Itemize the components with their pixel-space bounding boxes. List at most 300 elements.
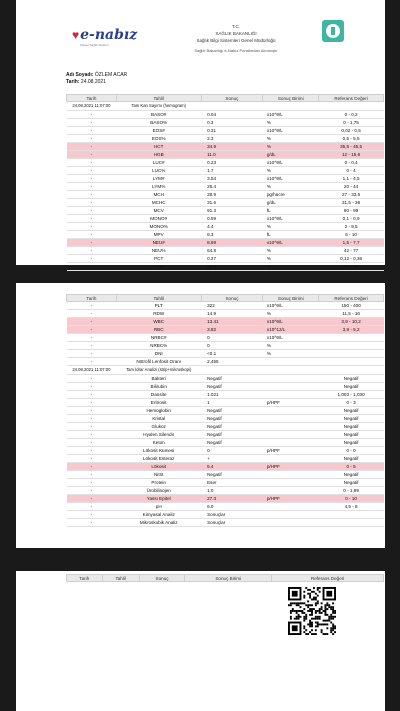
cell-unit: % [263,350,319,358]
cell-ref: Negatif [319,422,384,430]
cell-result: 11.0 [201,150,263,158]
cell-test: NEU% [116,246,201,254]
cell-unit: % [263,254,319,262]
qr-code-icon [288,587,336,635]
cell-test: WBC [116,318,201,326]
cell-date: - [67,222,117,230]
cell-ref: 0 - 3 [319,398,384,406]
column-header: Tarih [67,95,117,102]
table-row [67,174,384,182]
date-label: Tarih: [66,79,80,85]
cell-result: 2,455 [201,358,263,366]
table-row [67,206,384,214]
table-row [67,438,384,446]
cell-result: 0 [201,446,263,454]
cell-test: NRBC% [116,342,201,350]
column-header: Sonuç [201,95,263,102]
table-row [67,246,384,254]
cell-ref [319,518,384,526]
table-row [67,254,384,262]
enabiz-logo [72,25,137,45]
cell-ref: 20 - 44 [319,182,384,190]
cell-result: Negatif [201,430,263,438]
cell-date: - [67,390,117,398]
cell-ref: 80 - 99 [319,206,384,214]
cell-result: 0.3 [201,118,263,126]
cell-result: 2.3 [201,134,263,142]
cell-test: Mikroskobik Analiz [116,518,201,526]
ministry-emblem-icon [322,20,344,42]
cell-unit: pg/hücre [263,190,319,198]
cell-date: - [67,166,117,174]
cell-unit: % [263,222,319,230]
cell-test: Tam Kan Sayımı (hemogram) [116,102,201,111]
cell-date: - [67,318,117,326]
cell-ref: 31,5 - 36 [319,198,384,206]
cell-date: - [67,150,117,158]
cell-date: 24.08.2021 11:07:00 [67,102,117,111]
cell-ref: 2 - 9,5 [319,222,384,230]
cell-test: MONO# [116,214,201,222]
cell-test: HGB [116,150,201,158]
cell-date: - [67,502,117,510]
cell-ref: 0 - 0 [319,446,384,454]
cell-date: - [67,494,117,502]
cell-date: - [67,446,117,454]
cell-result: <0.1 [201,350,263,358]
cell-test: PLT [116,302,201,310]
cell-result: 55.3 [201,262,263,270]
cell-date: - [67,518,117,526]
cell-unit [263,430,319,438]
cell-ref: 3,9 - 5,2 [319,326,384,334]
cell-result: 1.0 [201,486,263,494]
table-row [67,238,384,246]
cell-test: PCT [116,254,201,262]
cell-ref [319,350,384,358]
cell-result: 0.04 [201,110,263,118]
cell-unit [263,478,319,486]
table-row [67,510,384,518]
cell-date: - [67,174,117,182]
table-row [67,478,384,486]
cell-ref: 0 - 4 [319,166,384,174]
table-row [67,158,384,166]
cell-date: - [67,454,117,462]
cell-result: 64.8 [201,246,263,254]
table-row [67,414,384,422]
cell-result: 0.31 [201,126,263,134]
cell-result: 27.3 [201,494,263,502]
cell-test: Kristal [116,414,201,422]
column-header: Tahlil [102,575,139,582]
cell-test: Keton [116,438,201,446]
cell-result: Negatif [201,438,263,446]
cell-date: - [67,110,117,118]
cell-date: - [67,462,117,470]
cell-date: - [67,406,117,414]
cell-unit: x10^9/L [263,174,319,182]
table-row [67,502,384,510]
cell-result: 0 [201,342,263,350]
table-row [67,454,384,462]
table-row [67,310,384,318]
table-row [67,198,384,206]
cell-test: HCT [116,142,201,150]
cell-unit [263,454,319,462]
patient-info [66,72,127,86]
column-header: Sonuç Birimi [263,95,319,102]
report-page-1 [16,0,385,269]
cell-test: Protein [116,478,201,486]
cell-ref: 0 - 10 [319,494,384,502]
cell-unit [263,438,319,446]
table-row [67,134,384,142]
table-row [67,326,384,334]
cell-ref: 1,5 - 7,7 [319,238,384,246]
cell-ref: Negatif [319,470,384,478]
cell-ref: Negatif [319,478,384,486]
cell-test: DNI [116,350,201,358]
cell-result: 13.41 [201,318,263,326]
cell-result: 1 [201,398,263,406]
cell-result: 91.3 [201,206,263,214]
cell-unit: % [263,182,319,190]
table-row [67,110,384,118]
table-row [67,446,384,454]
cell-ref: 12 - 15,6 [319,150,384,158]
table-row [67,190,384,198]
cell-test: Nötrofil Lenfosit Oranı [116,358,201,366]
cell-test: NEU# [116,238,201,246]
cell-test: MCH [116,190,201,198]
cell-unit [263,422,319,430]
cell-ref: 1,003 - 1,030 [319,390,384,398]
cell-date: - [67,230,117,238]
report-date: 24.08.2021 [80,79,106,85]
cell-unit: x10^9/L [263,238,319,246]
ministry-line4: Sağlık Bakanlığı e-Nabız Portalından Alınmıştır [194,48,278,53]
column-header: Tahlil [116,295,201,302]
cell-result: Negatif [201,382,263,390]
cell-result: Negatif [201,470,263,478]
table-row [67,126,384,134]
table-row [67,486,384,494]
logo-tagline: Kişisel Sağlık Sistemi [80,43,109,47]
cell-date: - [67,142,117,150]
table-row [67,382,384,390]
cell-ref: 0,02 - 0,5 [319,126,384,134]
cell-unit: x10^9/L [263,302,319,310]
cell-ref: 6 - 10 [319,230,384,238]
table-row [67,350,384,358]
cell-unit [263,414,319,422]
cell-result: 322 [201,302,263,310]
cell-ref: Negatif [319,414,384,422]
cell-ref: 0 - 0,4 [319,158,384,166]
cell-ref: 0 - 1,99 [319,486,384,494]
cell-unit [263,366,319,375]
cell-ref: 1,1 - 4,5 [319,174,384,182]
cell-unit: x10^9/L [263,110,319,118]
ministry-header [166,23,306,54]
cell-result: 26.4 [201,182,263,190]
table-row [67,302,384,310]
cell-unit: g/dL [263,150,319,158]
cell-test: EOS# [116,126,201,134]
cell-result: Sonuçlar [201,510,263,518]
cell-date: - [67,342,117,350]
cell-result [201,366,263,375]
cell-test: Nitrit [116,470,201,478]
cell-date: - [67,438,117,446]
logo-brand: e-nabız [80,27,138,43]
cell-date: - [67,334,117,342]
cell-test: BASO# [116,110,201,118]
cell-result: 31.6 [201,198,263,206]
column-header: Sonuç Birimi [263,295,319,302]
cell-date: - [67,486,117,494]
cell-ref [319,358,384,366]
cell-ref: 27 - 33,5 [319,190,384,198]
column-header: Tahlil [116,95,201,102]
cell-date: - [67,190,117,198]
column-header: Referans Değeri [319,295,384,302]
cell-unit: p/HPF [263,494,319,502]
report-page-2 [16,283,385,548]
cell-test: LYM% [116,182,201,190]
cell-result: 28.9 [201,190,263,198]
heart-logo-icon: ♥ [72,28,80,42]
results-table-3 [66,574,384,582]
cell-test: Lökosit Esteraz [116,454,201,462]
cell-unit [263,102,319,111]
cell-result: 1.021 [201,390,263,398]
table-row [67,390,384,398]
cell-ref: 35,5 - 45,5 [319,142,384,150]
cell-result: 0.27 [201,254,263,262]
cell-unit: p/HPF [263,446,319,454]
cell-test: PDW [116,262,201,270]
cell-result: 0.23 [201,158,263,166]
cell-test: BASO% [116,118,201,126]
cell-test: Lökosit Kümesi [116,446,201,454]
cell-ref: 0,1 - 0,9 [319,214,384,222]
table-row [67,518,384,526]
cell-date: - [67,118,117,126]
cell-date: 24.08.2021 11:07:00 [67,366,117,375]
cell-result: Eser [201,478,263,486]
cell-test: RBC [116,326,201,334]
cell-unit: x10^9/L [263,126,319,134]
cell-date: - [67,198,117,206]
cell-unit [263,390,319,398]
cell-test: LYM# [116,174,201,182]
table-row [67,214,384,222]
cell-ref: 0 - 5 [319,462,384,470]
table-row [67,358,384,366]
cell-date: - [67,302,117,310]
cell-unit [263,502,319,510]
column-header: Tarih [67,575,103,582]
ministry-line2: SAĞLIK BAKANLIĞI [215,31,257,36]
cell-ref: 0,5 - 5,5 [319,134,384,142]
cell-ref [319,334,384,342]
cell-test: Bilirubin [116,382,201,390]
cell-unit: % [263,342,319,350]
cell-ref: Negatif [319,382,384,390]
cell-test: MCHC [116,198,201,206]
cell-unit: % [263,262,319,270]
cell-test: Dansite [116,390,201,398]
cell-date: - [67,326,117,334]
cell-ref: Negatif [319,430,384,438]
table-row [67,334,384,342]
cell-result: 4.4 [201,222,263,230]
cell-unit: fL [263,206,319,214]
cell-ref: 0 - 1,75 [319,118,384,126]
cell-ref [319,510,384,518]
cell-date: - [67,398,117,406]
table-row [67,142,384,150]
cell-result: 34.9 [201,142,263,150]
table-row [67,118,384,126]
cell-result: Negatif [201,422,263,430]
table-row [67,166,384,174]
cell-unit: % [263,310,319,318]
cell-unit [263,374,319,382]
cell-ref: 42 - 77 [319,246,384,254]
cell-unit: x10^9/L [263,214,319,222]
table-row [67,430,384,438]
cell-test: Kimyasal Analiz [116,510,201,518]
patient-name: ÖZLEM ACAR [94,72,128,78]
cell-result: 3.54 [201,174,263,182]
column-header: Sonuç [139,575,185,582]
cell-test: Bakteri [116,374,201,382]
cell-ref: Negatif [319,454,384,462]
column-header: Referans Değeri [272,575,384,582]
cell-date: - [67,414,117,422]
table-row [67,398,384,406]
cell-test: EOS% [116,134,201,142]
results-table-2 [66,294,384,527]
cell-result: 0.59 [201,214,263,222]
cell-unit: p/HPF [263,398,319,406]
cell-unit: fL [263,230,319,238]
cell-test: Tam İdrar Analizi (strip+mikroskopi) [116,366,201,375]
cell-date: - [67,214,117,222]
name-label: Adı Soyadı: [66,72,94,78]
ministry-line1: T.C. [231,24,240,29]
cell-unit: % [263,118,319,126]
table-row [67,374,384,382]
cell-result: 0 [201,334,263,342]
column-header: Referans Değeri [319,95,384,102]
table-row [67,262,384,270]
cell-test: Lökosit [116,462,201,470]
cell-ref: 11,5 - 16 [319,310,384,318]
cell-unit: x10^9/L [263,318,319,326]
table-row [67,422,384,430]
cell-unit [263,518,319,526]
cell-ref: 3,9 - 10,2 [319,318,384,326]
table-row [67,494,384,502]
table-group-row [67,366,384,375]
cell-test: Eritrosit [116,398,201,406]
results-table-1 [66,94,384,271]
cell-test: Hemoglobin [116,406,201,414]
cell-result: Negatif [201,414,263,422]
cell-date: - [67,182,117,190]
cell-result: Sonuçlar [201,518,263,526]
cell-date: - [67,246,117,254]
table-header [67,295,384,302]
cell-result: 8.69 [201,238,263,246]
column-header: Tarih [67,295,117,302]
cell-date: - [67,510,117,518]
cell-ref: Negatif [319,406,384,414]
cell-unit: g/dL [263,198,319,206]
cell-test: MONO% [116,222,201,230]
cell-result [201,102,263,111]
cell-unit: % [263,142,319,150]
cell-date: - [67,206,117,214]
cell-test: RDW [116,310,201,318]
cell-ref: 25 - 65 [319,262,384,270]
cell-unit [263,382,319,390]
cell-unit: % [263,166,319,174]
table-row [67,406,384,414]
table-row [67,222,384,230]
cell-ref [319,102,384,111]
table-header [67,575,384,582]
column-header: Sonuç Birimi [185,575,272,582]
cell-date: - [67,422,117,430]
cell-test: MPV [116,230,201,238]
cell-ref [319,342,384,350]
cell-test: NRBC# [116,334,201,342]
cell-test: Ürobilinojen [116,486,201,494]
table-row [67,230,384,238]
cell-unit [263,470,319,478]
cell-unit: x10^12/L [263,326,319,334]
cell-test: MCV [116,206,201,214]
cell-date: - [67,358,117,366]
cell-ref: 0 - 0,2 [319,110,384,118]
table-header [67,95,384,102]
cell-test: pH [116,502,201,510]
cell-date: - [67,262,117,270]
table-row [67,462,384,470]
cell-date: - [67,350,117,358]
cell-date: - [67,134,117,142]
table-row [67,318,384,326]
cell-ref: Negatif [319,438,384,446]
cell-result: 6.0 [201,502,263,510]
cell-unit: x10^9/L [263,158,319,166]
cell-ref: Negatif [319,374,384,382]
cell-ref: 0,12 - 0,36 [319,254,384,262]
cell-date: - [67,430,117,438]
cell-date: - [67,382,117,390]
cell-test: Yassı Epitel [116,494,201,502]
cell-result: 5.4 [201,462,263,470]
cell-date: - [67,126,117,134]
cell-test: LUC# [116,158,201,166]
cell-unit: p/HPF [263,462,319,470]
cell-test: Glukoz [116,422,201,430]
